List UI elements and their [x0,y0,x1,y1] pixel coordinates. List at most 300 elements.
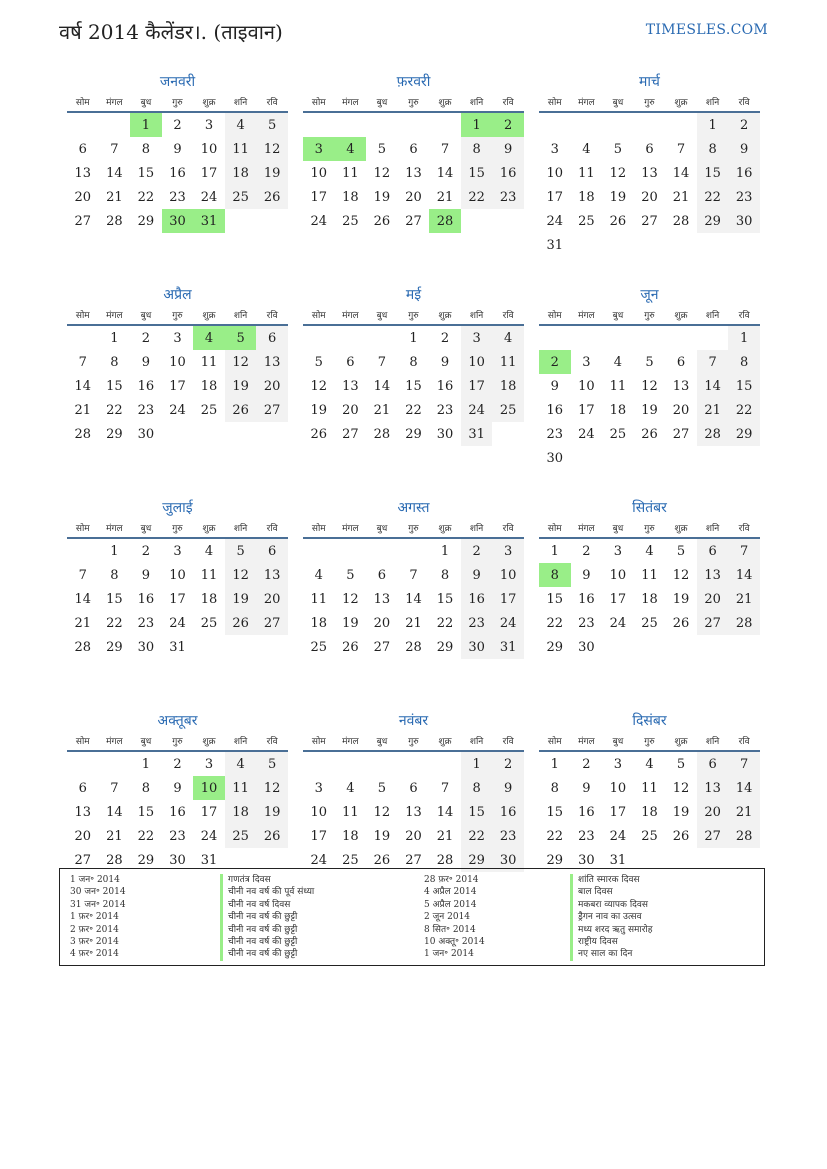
day-cell: 6 [346,354,355,370]
week-row [67,563,288,587]
day-cell: 15 [546,804,564,820]
empty-cell [571,446,603,470]
day-cell: 6 [377,567,387,583]
weekday-header: शनि [697,305,729,325]
day-cell: 4 [645,756,654,772]
empty-cell [665,233,697,257]
day-cell: 20 [373,615,391,631]
day-cell: 9 [461,563,493,587]
weekday-header: शनि [697,731,729,751]
day-cell: 26 [225,398,257,422]
empty-cell [67,751,99,776]
holiday-dates-col-1 [70,874,220,965]
weekday-header: बुध [366,518,398,538]
day-cell: 5 [645,354,654,370]
day-cell: 28 [429,209,461,233]
week-row [67,398,288,422]
day-cell: 23 [728,185,760,209]
holiday-name: मकबरा व्यापक दिवस [570,899,760,911]
day-cell: 7 [409,567,418,583]
day-cell: 1 [440,543,450,559]
month-table [539,518,760,659]
day-cell: 25 [609,426,627,442]
week-row [539,563,760,587]
day-cell: 14 [436,804,454,820]
week-row [303,350,524,374]
day-cell: 22 [461,824,493,848]
empty-cell [67,538,99,563]
day-cell: 8 [409,354,418,370]
holiday-date: 3 फ़र॰ 2014 [70,936,119,947]
day-cell: 27 [342,426,359,442]
empty-cell [398,751,430,776]
day-cell: 7 [728,751,760,776]
holiday-date: 30 जन॰ 2014 [70,887,126,898]
empty-cell [665,112,697,137]
day-cell: 22 [137,189,155,205]
empty-cell [539,112,571,137]
day-cell: 28 [74,639,92,655]
day-cell: 17 [200,165,218,181]
day-cell: 24 [578,426,595,442]
month-table [303,731,524,872]
day-cell: 6 [78,780,87,796]
week-row [303,137,524,161]
day-cell: 1 [550,756,559,772]
empty-cell [335,538,367,563]
day-cell: 2 [440,330,450,346]
day-cell: 27 [405,852,422,868]
weekday-header: शनि [225,305,257,325]
day-cell: 16 [728,161,760,185]
week-row [67,325,288,350]
day-cell: 8 [440,567,450,583]
weekday-header: शनि [697,518,729,538]
day-cell: 14 [106,165,123,181]
day-cell: 25 [310,639,328,655]
holiday-list [59,868,765,966]
day-cell: 6 [697,538,729,563]
day-cell: 7 [110,780,119,796]
day-cell: 8 [728,350,760,374]
empty-cell [256,209,288,233]
weekday-header: शनि [225,518,257,538]
weekday-header: सोम [303,518,335,538]
day-cell: 20 [641,189,658,205]
day-cell: 10 [310,165,328,181]
day-cell: 26 [310,426,328,442]
day-cell: 5 [377,780,387,796]
empty-cell [539,325,571,350]
empty-cell [697,635,729,659]
holiday-dates-col-2 [424,874,570,965]
day-cell: 14 [74,378,92,394]
week-row [303,635,524,659]
week-row [303,824,524,848]
weekday-header: सोम [303,731,335,751]
holiday-name: चीनी नव वर्ष की छुट्टी [220,948,424,960]
day-cell: 23 [169,189,186,205]
month-table [67,518,288,659]
day-cell: 8 [461,776,493,800]
day-cell: 16 [461,587,493,611]
day-cell: 4 [225,112,257,137]
day-cell: 30 [162,209,194,233]
day-cell: 2 [141,543,151,559]
day-cell: 7 [676,141,686,157]
day-cell: 10 [609,780,627,796]
day-cell: 27 [74,213,92,229]
week-row [67,374,288,398]
day-cell: 9 [141,567,151,583]
day-cell: 28 [106,852,123,868]
day-cell: 19 [672,804,690,820]
weekday-header: गुरु [398,92,430,112]
day-cell: 7 [110,141,119,157]
empty-cell [634,635,666,659]
day-cell: 21 [106,828,123,844]
day-cell: 22 [697,185,729,209]
month-table [303,518,524,659]
day-cell: 9 [492,776,524,800]
week-row [303,587,524,611]
day-cell: 24 [609,615,627,631]
day-cell: 23 [436,402,454,418]
day-cell: 13 [342,378,359,394]
week-row [539,635,760,659]
weekday-header: रवि [256,92,288,112]
weekday-header: गुरु [162,305,194,325]
week-row [67,185,288,209]
day-cell: 2 [728,112,760,137]
day-cell: 15 [436,591,454,607]
week-row [67,776,288,800]
month-title: फ़रवरी [396,74,431,90]
week-row [539,350,760,374]
holiday-date: 4 अप्रैल 2014 [424,887,477,898]
day-cell: 20 [672,402,690,418]
weekday-header: सोम [67,92,99,112]
week-row [303,422,524,446]
week-row [539,112,760,137]
holiday-date: 1 जन॰ 2014 [424,949,474,960]
day-cell: 18 [200,378,218,394]
day-cell: 22 [405,402,422,418]
weekday-header: गुरु [634,518,666,538]
day-cell: 3 [303,137,335,161]
day-cell: 15 [461,161,493,185]
weekday-header: रवि [492,518,524,538]
month-title: मई [405,287,422,303]
day-cell: 29 [546,639,564,655]
day-cell: 2 [141,330,151,346]
weekday-header: शुक्र [665,92,697,112]
day-cell: 21 [436,189,454,205]
day-cell: 13 [672,378,690,394]
week-row [67,112,288,137]
day-cell: 7 [728,538,760,563]
empty-cell [225,209,257,233]
day-cell: 19 [672,591,690,607]
day-cell: 14 [697,374,729,398]
weekday-header: रवि [728,518,760,538]
week-row [303,112,524,137]
day-cell: 11 [200,567,218,583]
day-cell: 22 [546,828,564,844]
day-cell: 4 [193,325,225,350]
day-cell: 11 [225,137,257,161]
empty-cell [398,538,430,563]
day-cell: 31 [193,209,225,233]
day-cell: 5 [225,538,257,563]
day-cell: 20 [74,828,92,844]
day-cell: 12 [225,563,257,587]
day-cell: 9 [582,780,591,796]
empty-cell [665,446,697,470]
weekday-header: शुक्र [429,731,461,751]
day-cell: 27 [74,852,92,868]
day-cell: 15 [461,800,493,824]
day-cell: 17 [461,374,493,398]
day-cell: 12 [225,350,257,374]
day-cell: 25 [641,828,658,844]
week-row [303,800,524,824]
day-cell: 2 [492,751,524,776]
day-cell: 28 [672,213,690,229]
weekday-header: मंगल [335,518,367,538]
weekday-header: रवि [728,305,760,325]
day-cell: 18 [225,161,257,185]
empty-cell [602,233,634,257]
day-cell: 12 [609,165,627,181]
day-cell: 16 [137,378,155,394]
weekday-header: रवि [492,731,524,751]
day-cell: 13 [697,563,729,587]
holiday-date: 2 जून 2014 [424,912,471,923]
day-cell: 29 [436,639,454,655]
day-cell: 22 [137,828,155,844]
day-cell: 5 [346,567,355,583]
day-cell: 19 [342,615,359,631]
day-cell: 13 [74,804,92,820]
site-logo-text[interactable]: TIMESLES.COM [645,22,768,38]
day-cell: 5 [256,112,288,137]
weekday-header: शुक्र [429,92,461,112]
day-cell: 1 [130,112,162,137]
week-row [67,635,288,659]
day-cell: 13 [74,165,92,181]
day-cell: 9 [173,780,182,796]
empty-cell [634,325,666,350]
month-title: जनवरी [159,74,196,90]
day-cell: 30 [492,848,524,872]
month-title: दिसंबर [632,713,667,729]
day-cell: 9 [173,141,182,157]
day-cell: 31 [492,635,524,659]
weekday-header: बुध [366,305,398,325]
page-title: वर्ष 2014 कैलेंडर।. (ताइवान) [59,20,283,44]
day-cell: 10 [169,567,186,583]
day-cell: 1 [141,756,151,772]
day-cell: 18 [342,828,359,844]
day-cell: 18 [200,591,218,607]
empty-cell [256,422,288,446]
week-row [67,161,288,185]
day-cell: 26 [256,185,288,209]
weekday-header: शनि [461,305,493,325]
day-cell: 8 [461,137,493,161]
week-row [539,233,760,257]
day-cell: 1 [461,112,493,137]
empty-cell [366,112,398,137]
day-cell: 17 [310,189,328,205]
month-table [539,731,760,872]
week-row [539,325,760,350]
weekday-header: गुरु [162,92,194,112]
day-cell: 3 [204,117,214,133]
day-cell: 24 [492,611,524,635]
empty-cell [99,112,131,137]
day-cell: 6 [409,780,418,796]
day-cell: 17 [609,804,627,820]
day-cell: 20 [405,828,422,844]
day-cell: 4 [204,543,214,559]
holiday-date: 8 सित॰ 2014 [424,924,476,935]
day-cell: 23 [169,828,186,844]
week-row [303,538,524,563]
day-cell: 10 [169,354,186,370]
weekday-header: शुक्र [665,518,697,538]
day-cell: 3 [550,141,559,157]
day-cell: 21 [106,189,123,205]
day-cell: 19 [609,189,627,205]
weekday-header: रवि [492,305,524,325]
day-cell: 13 [641,165,658,181]
holiday-date: 10 अक्तू॰ 2014 [424,936,485,947]
day-cell: 14 [405,591,422,607]
day-cell: 9 [440,354,450,370]
day-cell: 2 [173,756,182,772]
day-cell: 17 [609,591,627,607]
day-cell: 30 [461,635,493,659]
weekday-header: शनि [697,92,729,112]
day-cell: 19 [256,161,288,185]
weekday-header: रवि [728,731,760,751]
month-block [303,72,524,285]
day-cell: 10 [200,141,218,157]
day-cell: 24 [200,828,218,844]
day-cell: 21 [74,615,92,631]
month-block [303,285,524,498]
day-cell: 27 [373,639,391,655]
day-cell: 4 [335,137,367,161]
day-cell: 24 [169,615,186,631]
month-title: नवंबर [398,713,429,729]
holiday-name: चीनी नव वर्ष की छुट्टी [220,911,424,923]
day-cell: 30 [436,426,454,442]
day-cell: 11 [641,567,658,583]
day-cell: 21 [728,587,760,611]
empty-cell [429,112,461,137]
day-cell: 10 [492,563,524,587]
month-table [67,305,288,446]
day-cell: 13 [697,776,729,800]
day-cell: 13 [373,591,391,607]
day-cell: 30 [546,450,564,466]
weekday-header: बुध [366,92,398,112]
week-row [67,137,288,161]
day-cell: 12 [672,567,690,583]
day-cell: 12 [672,780,690,796]
month-title: अगस्त [397,500,430,516]
empty-cell [67,325,99,350]
day-cell: 29 [137,213,155,229]
day-cell: 16 [578,591,595,607]
weekday-header: शुक्र [193,518,225,538]
week-row [539,611,760,635]
day-cell: 28 [405,639,422,655]
weekday-header: शनि [225,731,257,751]
day-cell: 4 [225,751,257,776]
day-cell: 29 [137,852,155,868]
day-cell: 7 [697,350,729,374]
day-cell: 19 [225,587,257,611]
day-cell: 10 [461,350,493,374]
weekday-header: रवि [256,305,288,325]
empty-cell [571,112,603,137]
weekday-header: बुध [602,92,634,112]
day-cell: 7 [78,354,87,370]
calendar-grid [67,72,760,924]
day-cell: 24 [310,852,328,868]
weekday-header: रवि [492,92,524,112]
day-cell: 26 [641,426,658,442]
day-cell: 25 [492,398,524,422]
day-cell: 11 [225,776,257,800]
day-cell: 23 [461,611,493,635]
day-cell: 15 [106,378,123,394]
day-cell: 26 [672,828,690,844]
day-cell: 13 [256,350,288,374]
day-cell: 25 [342,852,359,868]
holiday-date: 5 अप्रैल 2014 [424,899,477,910]
empty-cell [225,422,257,446]
day-cell: 14 [728,563,760,587]
empty-cell [366,538,398,563]
day-cell: 1 [409,330,418,346]
day-cell: 15 [728,374,760,398]
empty-cell [634,233,666,257]
empty-cell [571,233,603,257]
day-cell: 18 [609,402,627,418]
day-cell: 1 [697,112,729,137]
day-cell: 7 [78,567,87,583]
day-cell: 27 [697,824,729,848]
day-cell: 29 [106,426,123,442]
day-cell: 25 [641,615,658,631]
day-cell: 16 [546,402,564,418]
day-cell: 30 [578,639,595,655]
empty-cell [335,325,367,350]
day-cell: 20 [256,374,288,398]
day-cell: 2 [539,350,571,374]
day-cell: 16 [492,800,524,824]
day-cell: 13 [256,563,288,587]
holiday-date: 2 फ़र॰ 2014 [70,924,119,935]
holiday-name: राष्ट्रीय दिवस [570,936,760,948]
empty-cell [303,112,335,137]
holiday-date: 1 फ़र॰ 2014 [70,912,119,923]
